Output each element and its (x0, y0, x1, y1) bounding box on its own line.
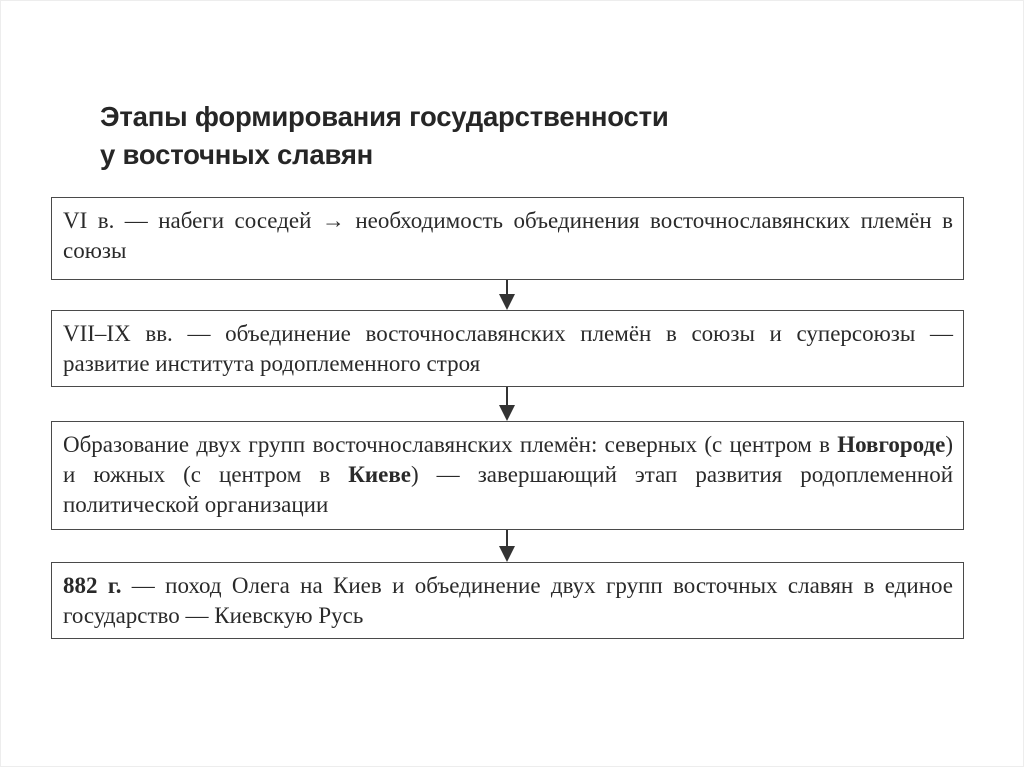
stage-3-bold-novgorod: Новгороде (837, 432, 946, 457)
stage-3-bold-kiev: Киеве (348, 462, 411, 487)
stage-4-text: — поход Олега на Киев и объединение двух групп восточных славян в единое государство — Киевскую Русь (63, 573, 953, 628)
stage-box-1 (51, 197, 964, 280)
stage-2-text: VII–IX вв. — объединение восточнославянских племён в союзы и суперсоюзы — развитие института родоплеменного строя (63, 321, 953, 376)
stage-box-3 (51, 421, 964, 530)
arrow-down-icon (499, 387, 515, 421)
title-line-1: Этапы формирования государственности (100, 101, 669, 132)
stage-box-4 (51, 562, 964, 639)
arrow-down-icon (499, 530, 515, 562)
title-line-2: у восточных славян (100, 139, 374, 170)
stage-3-text-middle: ) и южных (с центром в (63, 432, 953, 487)
stage-1-text: VI в. — набеги соседей → необходимость объединения восточнославянских племён в союзы (63, 208, 953, 263)
stage-3-text-after: ) — завершающий этап развития родоплеменной политической организации (63, 462, 953, 517)
stage-4-bold-year: 882 г. (63, 573, 122, 598)
slide-title (100, 98, 900, 174)
arrow-down-icon (499, 280, 515, 310)
stage-3-text-before: Образование двух групп восточнославянских племён: северных (с центром в (63, 432, 838, 457)
stage-box-2 (51, 310, 964, 387)
